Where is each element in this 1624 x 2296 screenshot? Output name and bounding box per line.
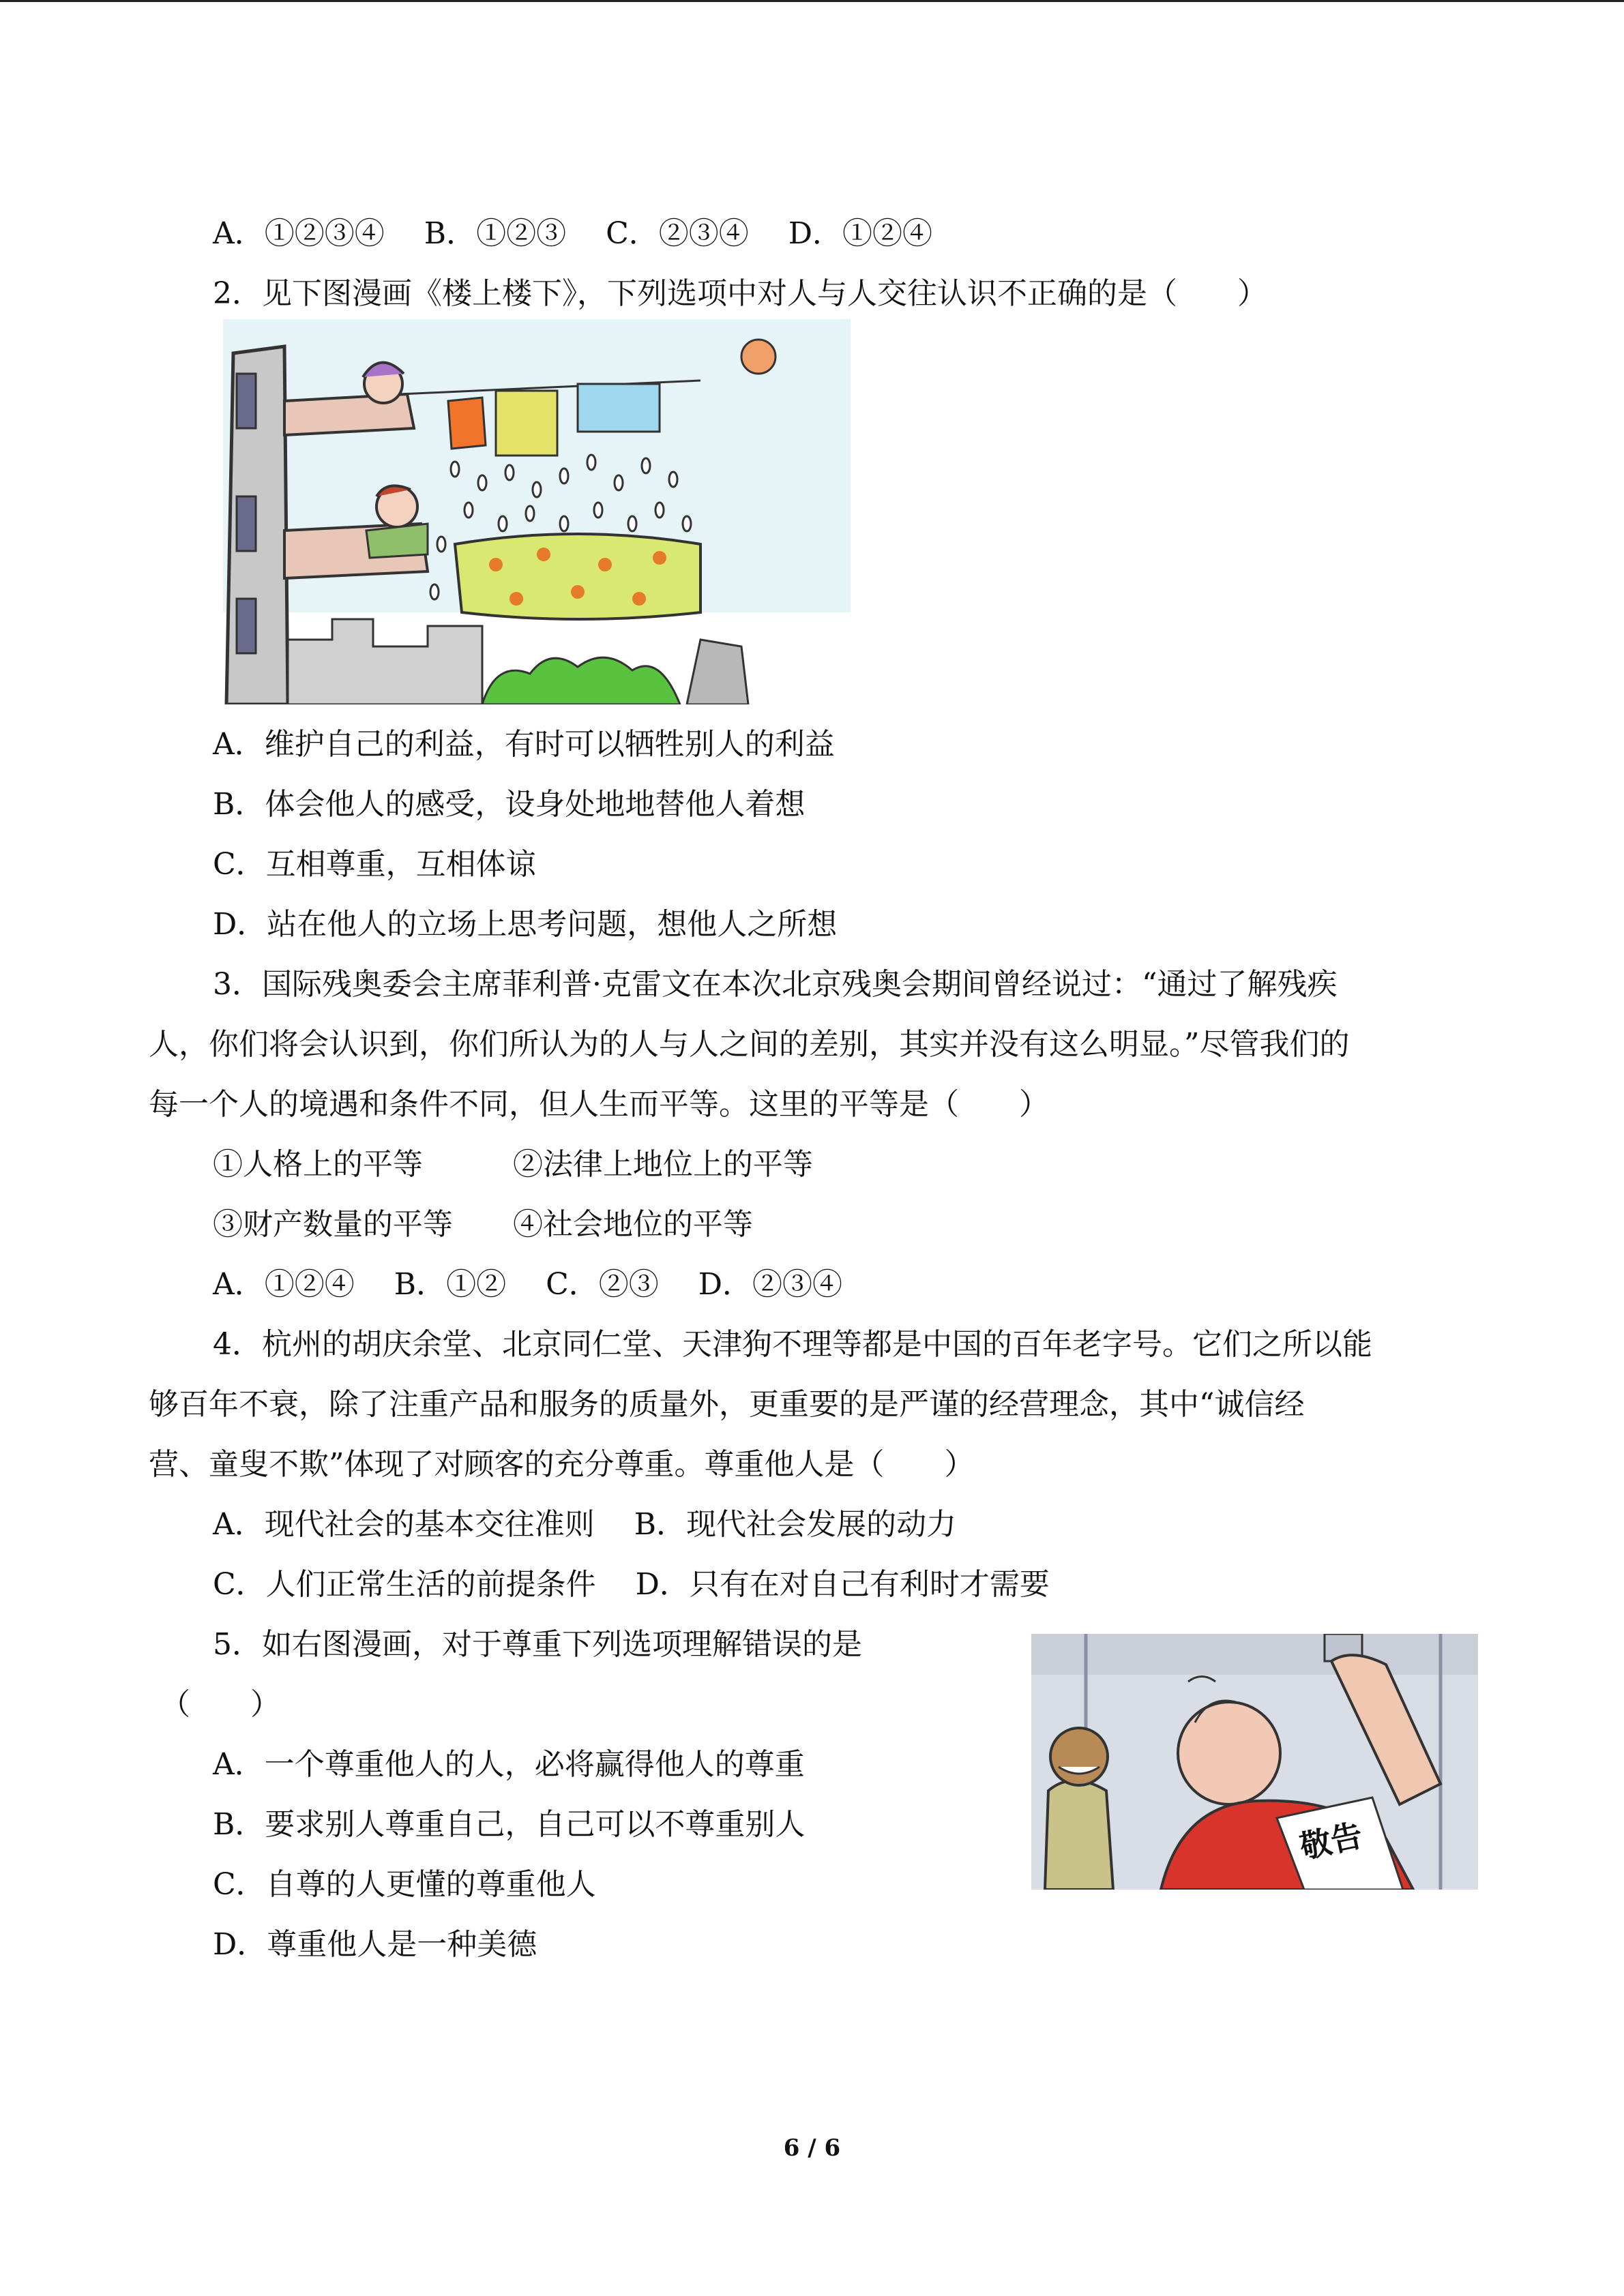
- q2-option-b: B．体会他人的感受，设身处地地替他人着想: [213, 787, 806, 822]
- page-number: 6 / 6: [783, 2134, 841, 2162]
- q5-option-a: A．一个尊重他人的人，必将赢得他人的尊重: [213, 1747, 805, 1782]
- q2-option-d: D．站在他人的立场上思考问题，想他人之所想: [213, 907, 838, 942]
- q5-option-d: D．尊重他人是一种美德: [213, 1927, 537, 1962]
- q5-blank: （ ）: [160, 1687, 280, 1722]
- q5-option-c: C．自尊的人更懂的尊重他人: [213, 1867, 596, 1902]
- q4-options-line-1: A．现代社会的基本交往准则 B．现代社会发展的动力: [213, 1507, 957, 1542]
- q2-option-c: C．互相尊重，互相体谅: [213, 847, 536, 882]
- q4-stem-line-2: 够百年不衰，除了注重产品和服务的质量外，更重要的是严谨的经营理念，其中“诚信经: [149, 1387, 1305, 1422]
- q3-items-line-1: ①人格上的平等 ②法律上地位上的平等: [213, 1147, 813, 1182]
- q3-items-line-2: ③财产数量的平等 ④社会地位的平等: [213, 1207, 753, 1242]
- top-border: [0, 0, 1624, 2]
- q4-stem-line-1: 4．杭州的胡庆余堂、北京同仁堂、天津狗不理等都是中国的百年老字号。它们之所以能: [213, 1327, 1372, 1362]
- q5-option-b: B．要求别人尊重自己，自己可以不尊重别人: [213, 1807, 806, 1842]
- q5-stem: 5．如右图漫画，对于尊重下列选项理解错误的是: [213, 1627, 862, 1662]
- cartoon-upstairs-downstairs: [223, 319, 851, 704]
- q3-stem-line-1: 3．国际残奥委会主席菲利普·克雷文在本次北京残奥会期间曾经说过：“通过了解残疾: [213, 967, 1338, 1002]
- q4-stem-line-3: 营、童叟不欺”体现了对顾客的充分尊重。尊重他人是（ ）: [149, 1447, 975, 1482]
- q4-options-line-2: C．人们正常生活的前提条件 D．只有在对自己有利时才需要: [213, 1567, 1050, 1602]
- cartoon-respect: [1031, 1634, 1478, 1890]
- notice-sign-text: 敬告: [1297, 1817, 1366, 1865]
- q3-stem-line-2: 人，你们将会认识到，你们所认为的人与人之间的差别，其实并没有这么明显。”尽管我们的: [149, 1027, 1350, 1062]
- q3-stem-line-3: 每一个人的境遇和条件不同，但人生而平等。这里的平等是（ ）: [149, 1087, 1049, 1122]
- q1-options: A．①②③④ B．①②③ C．②③④ D．①②④: [213, 216, 933, 251]
- q2-option-a: A．维护自己的利益，有时可以牺牲别人的利益: [213, 727, 835, 762]
- q3-options: A．①②④ B．①② C．②③ D．②③④: [213, 1267, 843, 1302]
- q2-stem: 2．见下图漫画《楼上楼下》，下列选项中对人与人交往认识不正确的是（ ）: [213, 276, 1267, 311]
